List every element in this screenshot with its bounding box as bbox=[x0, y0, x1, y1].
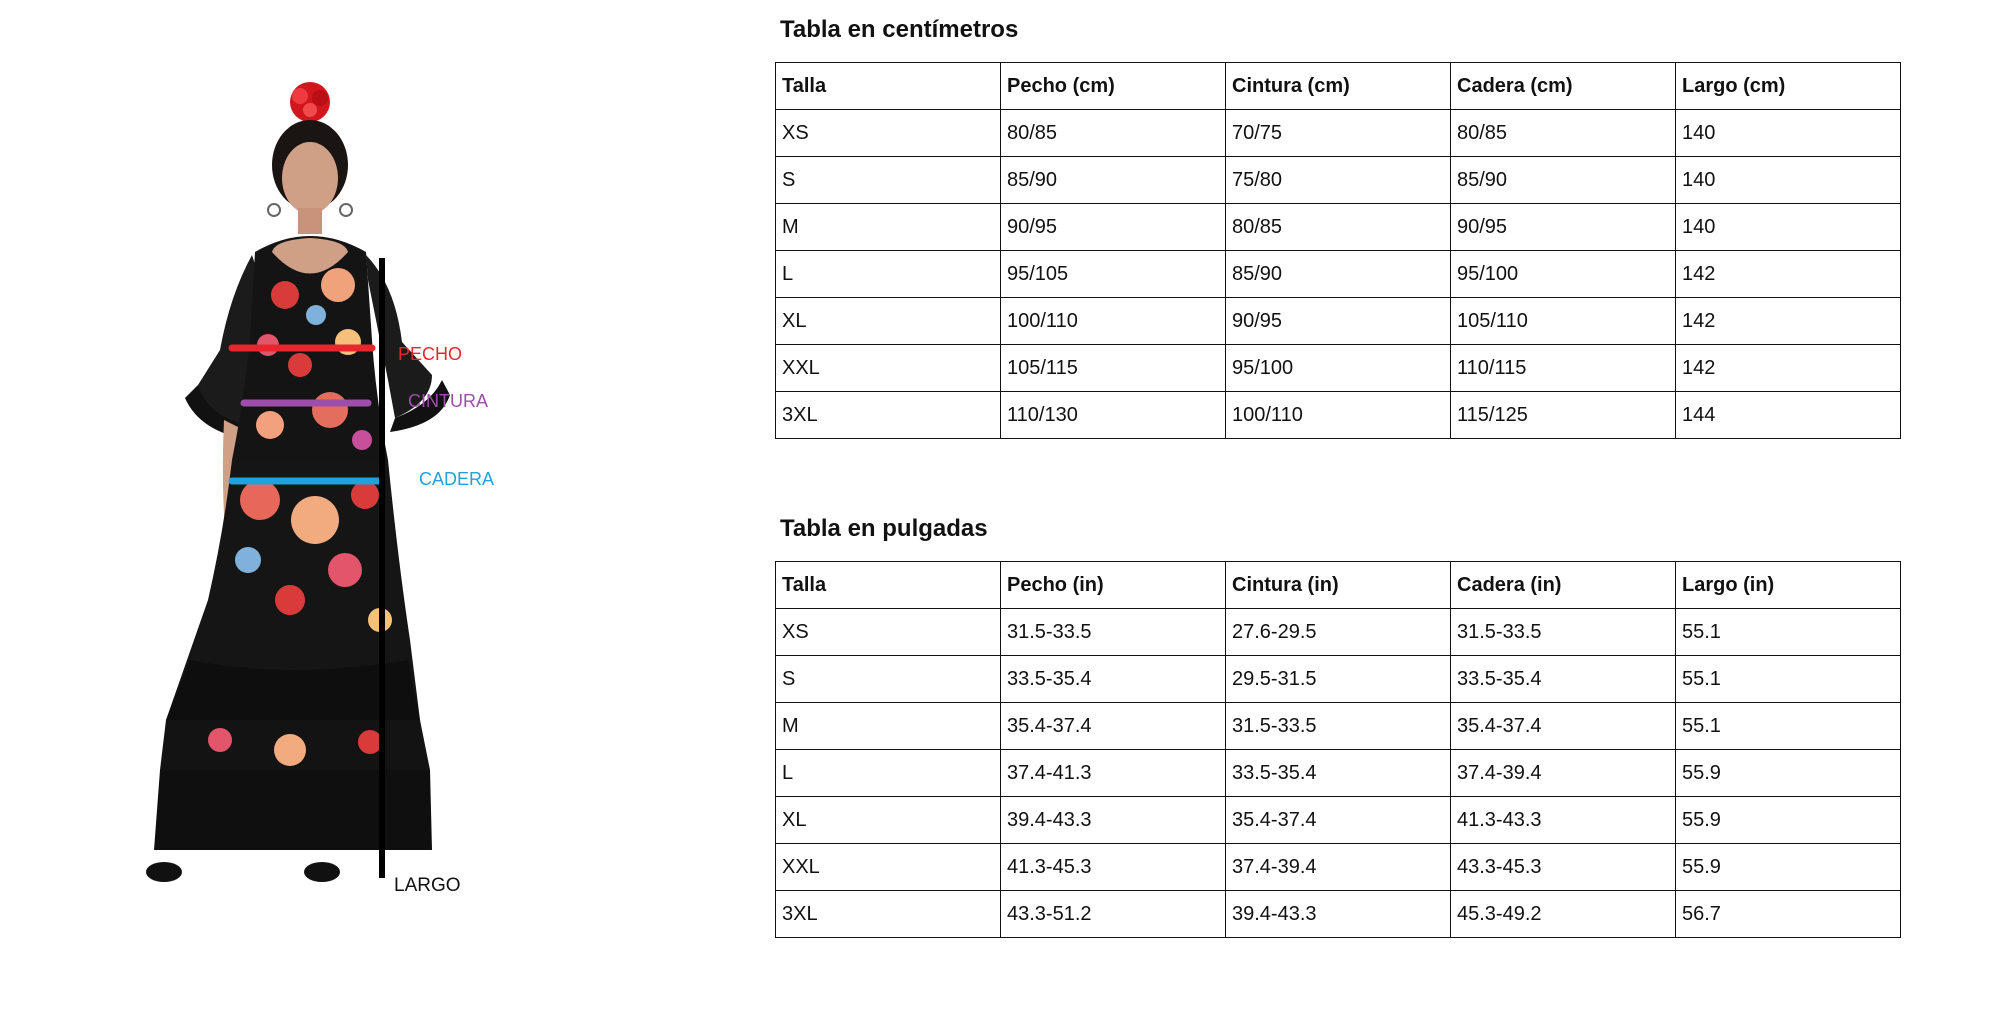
hair-flower-icon bbox=[290, 82, 330, 122]
table-cell: XL bbox=[776, 298, 1001, 345]
table-cell: 90/95 bbox=[1226, 298, 1451, 345]
table-cell: 110/115 bbox=[1451, 345, 1676, 392]
table-cell: 144 bbox=[1676, 392, 1901, 439]
table-cell: 100/110 bbox=[1226, 392, 1451, 439]
header-cell: Cadera (in) bbox=[1451, 562, 1676, 609]
table-row bbox=[776, 298, 1901, 345]
table-cell: 55.9 bbox=[1676, 797, 1901, 844]
table-row bbox=[776, 609, 1901, 656]
table-cell: 140 bbox=[1676, 110, 1901, 157]
table-cell: XXL bbox=[776, 844, 1001, 891]
table-cell: 95/105 bbox=[1001, 251, 1226, 298]
table-cell: 105/115 bbox=[1001, 345, 1226, 392]
table-cell: 85/90 bbox=[1226, 251, 1451, 298]
table-row bbox=[776, 656, 1901, 703]
table-cell: 80/85 bbox=[1226, 204, 1451, 251]
header-cell: Cintura (cm) bbox=[1226, 63, 1451, 110]
table-row bbox=[776, 345, 1901, 392]
table-cell: M bbox=[776, 204, 1001, 251]
table-row bbox=[776, 392, 1901, 439]
table-row bbox=[776, 204, 1901, 251]
table-cell: 70/75 bbox=[1226, 110, 1451, 157]
chest-label: PECHO bbox=[398, 344, 463, 364]
table-row bbox=[776, 703, 1901, 750]
table-header-row bbox=[776, 63, 1901, 110]
dress-model-figure bbox=[140, 80, 500, 920]
dress-skirt bbox=[154, 460, 432, 850]
table-cell: S bbox=[776, 656, 1001, 703]
table-cell: 43.3-51.2 bbox=[1001, 891, 1226, 938]
table-cell: 142 bbox=[1676, 298, 1901, 345]
header-cell: Talla bbox=[776, 562, 1001, 609]
table-row bbox=[776, 844, 1901, 891]
table-row bbox=[776, 110, 1901, 157]
table-cell: 105/110 bbox=[1451, 298, 1676, 345]
table-cell: 55.1 bbox=[1676, 656, 1901, 703]
in-table-title: Tabla en pulgadas bbox=[780, 515, 988, 542]
table-cell: 39.4-43.3 bbox=[1001, 797, 1226, 844]
header-cell: Cintura (in) bbox=[1226, 562, 1451, 609]
table-cell: 95/100 bbox=[1226, 345, 1451, 392]
header-cell: Largo (cm) bbox=[1676, 63, 1901, 110]
table-cell: 35.4-37.4 bbox=[1451, 703, 1676, 750]
table-cell: 80/85 bbox=[1001, 110, 1226, 157]
cm-table-title: Tabla en centímetros bbox=[780, 16, 1019, 43]
table-cell: 33.5-35.4 bbox=[1001, 656, 1226, 703]
table-row bbox=[776, 157, 1901, 204]
table-cell: 115/125 bbox=[1451, 392, 1676, 439]
header-cell: Talla bbox=[776, 63, 1001, 110]
table-cell: S bbox=[776, 157, 1001, 204]
table-cell: 55.1 bbox=[1676, 703, 1901, 750]
table-cell: 35.4-37.4 bbox=[1001, 703, 1226, 750]
table-cell: L bbox=[776, 750, 1001, 797]
table-cell: 85/90 bbox=[1001, 157, 1226, 204]
cm-size-table bbox=[775, 62, 1901, 439]
waist-label: CINTURA bbox=[408, 391, 488, 411]
table-cell: 37.4-39.4 bbox=[1451, 750, 1676, 797]
table-cell: 140 bbox=[1676, 157, 1901, 204]
table-cell: 37.4-39.4 bbox=[1226, 844, 1451, 891]
table-cell: 33.5-35.4 bbox=[1451, 656, 1676, 703]
table-cell: XS bbox=[776, 110, 1001, 157]
table-cell: 37.4-41.3 bbox=[1001, 750, 1226, 797]
header-cell: Pecho (in) bbox=[1001, 562, 1226, 609]
table-cell: 41.3-45.3 bbox=[1001, 844, 1226, 891]
table-cell: 55.9 bbox=[1676, 844, 1901, 891]
table-cell: 56.7 bbox=[1676, 891, 1901, 938]
table-cell: 31.5-33.5 bbox=[1001, 609, 1226, 656]
table-cell: 43.3-45.3 bbox=[1451, 844, 1676, 891]
table-cell: 3XL bbox=[776, 392, 1001, 439]
table-cell: 45.3-49.2 bbox=[1451, 891, 1676, 938]
table-cell: 90/95 bbox=[1451, 204, 1676, 251]
table-cell: 31.5-33.5 bbox=[1451, 609, 1676, 656]
table-cell: 3XL bbox=[776, 891, 1001, 938]
table-cell: 142 bbox=[1676, 345, 1901, 392]
table-cell: XL bbox=[776, 797, 1001, 844]
table-cell: 31.5-33.5 bbox=[1226, 703, 1451, 750]
table-cell: 80/85 bbox=[1451, 110, 1676, 157]
header-cell: Largo (in) bbox=[1676, 562, 1901, 609]
length-label: LARGO bbox=[394, 875, 461, 896]
table-header-row bbox=[776, 562, 1901, 609]
table-cell: 140 bbox=[1676, 204, 1901, 251]
table-cell: 142 bbox=[1676, 251, 1901, 298]
table-cell: 85/90 bbox=[1451, 157, 1676, 204]
table-row bbox=[776, 891, 1901, 938]
header-cell: Pecho (cm) bbox=[1001, 63, 1226, 110]
table-cell: 55.9 bbox=[1676, 750, 1901, 797]
table-cell: 33.5-35.4 bbox=[1226, 750, 1451, 797]
table-row bbox=[776, 797, 1901, 844]
table-cell: XXL bbox=[776, 345, 1001, 392]
table-cell: 55.1 bbox=[1676, 609, 1901, 656]
header-cell: Cadera (cm) bbox=[1451, 63, 1676, 110]
table-cell: 100/110 bbox=[1001, 298, 1226, 345]
hip-label: CADERA bbox=[419, 469, 495, 489]
table-cell: 95/100 bbox=[1451, 251, 1676, 298]
table-cell: 29.5-31.5 bbox=[1226, 656, 1451, 703]
table-cell: M bbox=[776, 703, 1001, 750]
table-cell: 39.4-43.3 bbox=[1226, 891, 1451, 938]
table-cell: 35.4-37.4 bbox=[1226, 797, 1451, 844]
in-size-table bbox=[775, 561, 1901, 938]
shoes bbox=[146, 862, 340, 882]
table-cell: 27.6-29.5 bbox=[1226, 609, 1451, 656]
table-cell: 75/80 bbox=[1226, 157, 1451, 204]
table-cell: L bbox=[776, 251, 1001, 298]
table-cell: 90/95 bbox=[1001, 204, 1226, 251]
table-cell: 110/130 bbox=[1001, 392, 1226, 439]
table-cell: XS bbox=[776, 609, 1001, 656]
table-row bbox=[776, 251, 1901, 298]
table-cell: 41.3-43.3 bbox=[1451, 797, 1676, 844]
model-head bbox=[268, 120, 352, 234]
table-row bbox=[776, 750, 1901, 797]
